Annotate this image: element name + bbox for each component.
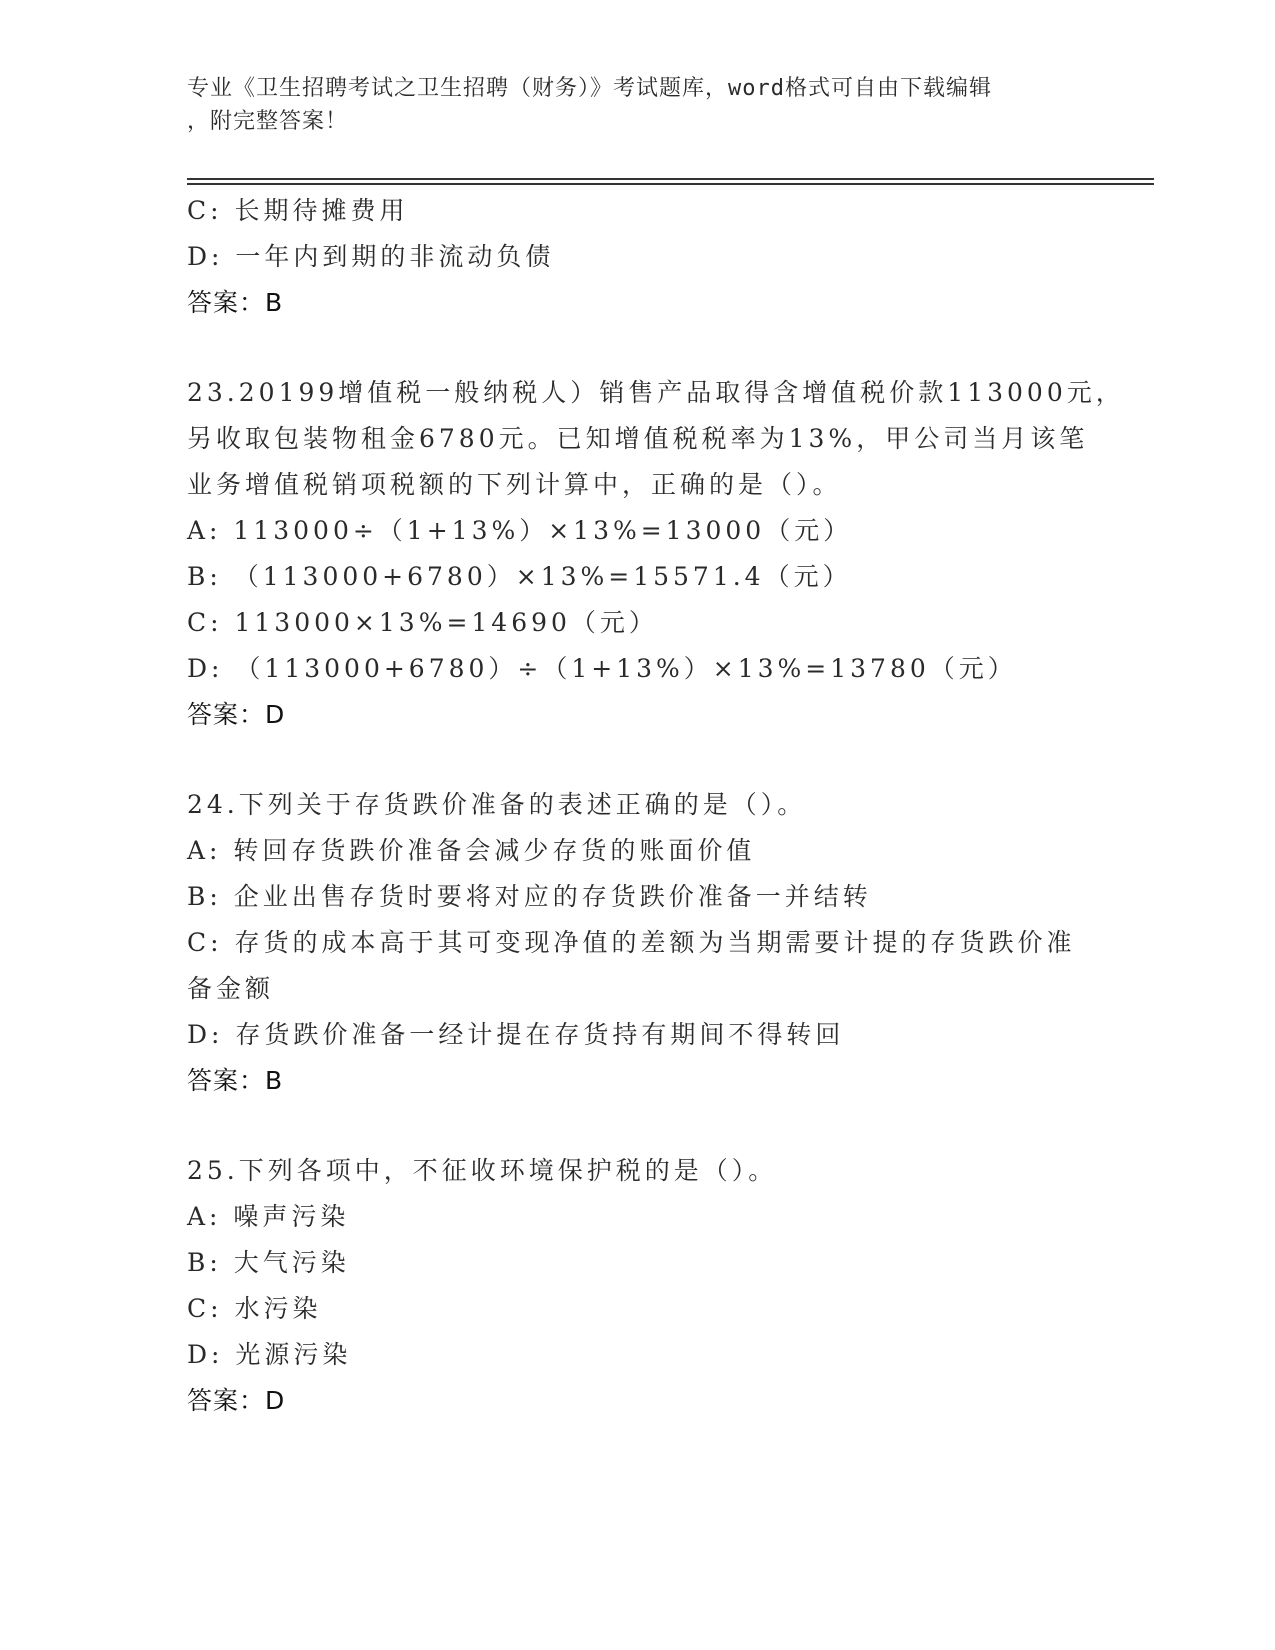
spacer: [187, 1104, 1087, 1148]
option-d: D: 光源污染: [187, 1340, 352, 1369]
question-23: [187, 370, 1125, 738]
spacer: [187, 738, 1087, 782]
option-c: C: 长期待摊费用: [187, 196, 409, 225]
answer-line: 答案：B: [187, 1066, 284, 1095]
question-24: [187, 782, 1087, 1104]
option-b: B: （113000+6780）×13%=15571.4（元）: [187, 562, 852, 591]
question-stem-cont: 另收取包装物租金6780元。已知增值税税率为13%，甲公司当月该笔: [187, 424, 1089, 453]
option-a: A: 噪声污染: [187, 1202, 350, 1231]
option-d: D: 一年内到期的非流动负债: [187, 242, 555, 271]
question-stem: 24.下列关于存货跌价准备的表述正确的是（）。: [187, 790, 807, 819]
option-c: C: 113000×13%=14690（元）: [187, 608, 658, 637]
option-c: C: 水污染: [187, 1294, 322, 1323]
header-divider-top: [187, 178, 1154, 180]
answer-line: 答案：B: [187, 288, 284, 317]
option-d: D: （113000+6780）÷（1+13%）×13%=13780（元）: [187, 654, 1017, 683]
spacer: [187, 326, 1087, 370]
option-d: D: 存货跌价准备一经计提在存货持有期间不得转回: [187, 1020, 845, 1049]
question-stem: 25.下列各项中，不征收环境保护税的是（）。: [187, 1156, 778, 1185]
option-a: A: 转回存货跌价准备会减少存货的账面价值: [187, 836, 756, 865]
question-list: [187, 188, 1125, 1424]
question-stem: 23.20199增值税一般纳税人）销售产品取得含增值税价款113000元，: [187, 378, 1125, 407]
answer-line: 答案：D: [187, 1386, 286, 1415]
option-a: A: 113000÷（1+13%）×13%=13000（元）: [187, 516, 853, 545]
option-b: B: 大气污染: [187, 1248, 350, 1277]
header-line-2: ，附完整答案！: [187, 109, 349, 134]
document-header: [187, 72, 1077, 138]
answer-line: 答案：D: [187, 700, 286, 729]
previous-question-tail: [187, 188, 1087, 326]
option-c: C: 存货的成本高于其可变现净值的差额为当期需要计提的存货跌价准: [187, 928, 1076, 957]
question-stem-cont: 业务增值税销项税额的下列计算中，正确的是（）。: [187, 470, 842, 499]
header-divider-bottom: [187, 183, 1154, 185]
option-b: B: 企业出售存货时要将对应的存货跌价准备一并结转: [187, 882, 872, 911]
header-line-1: 专业《卫生招聘考试之卫生招聘（财务）》考试题库，word格式可自由下载编辑: [187, 76, 992, 101]
question-25: [187, 1148, 1087, 1424]
option-c-cont: 备金额: [187, 974, 275, 1003]
